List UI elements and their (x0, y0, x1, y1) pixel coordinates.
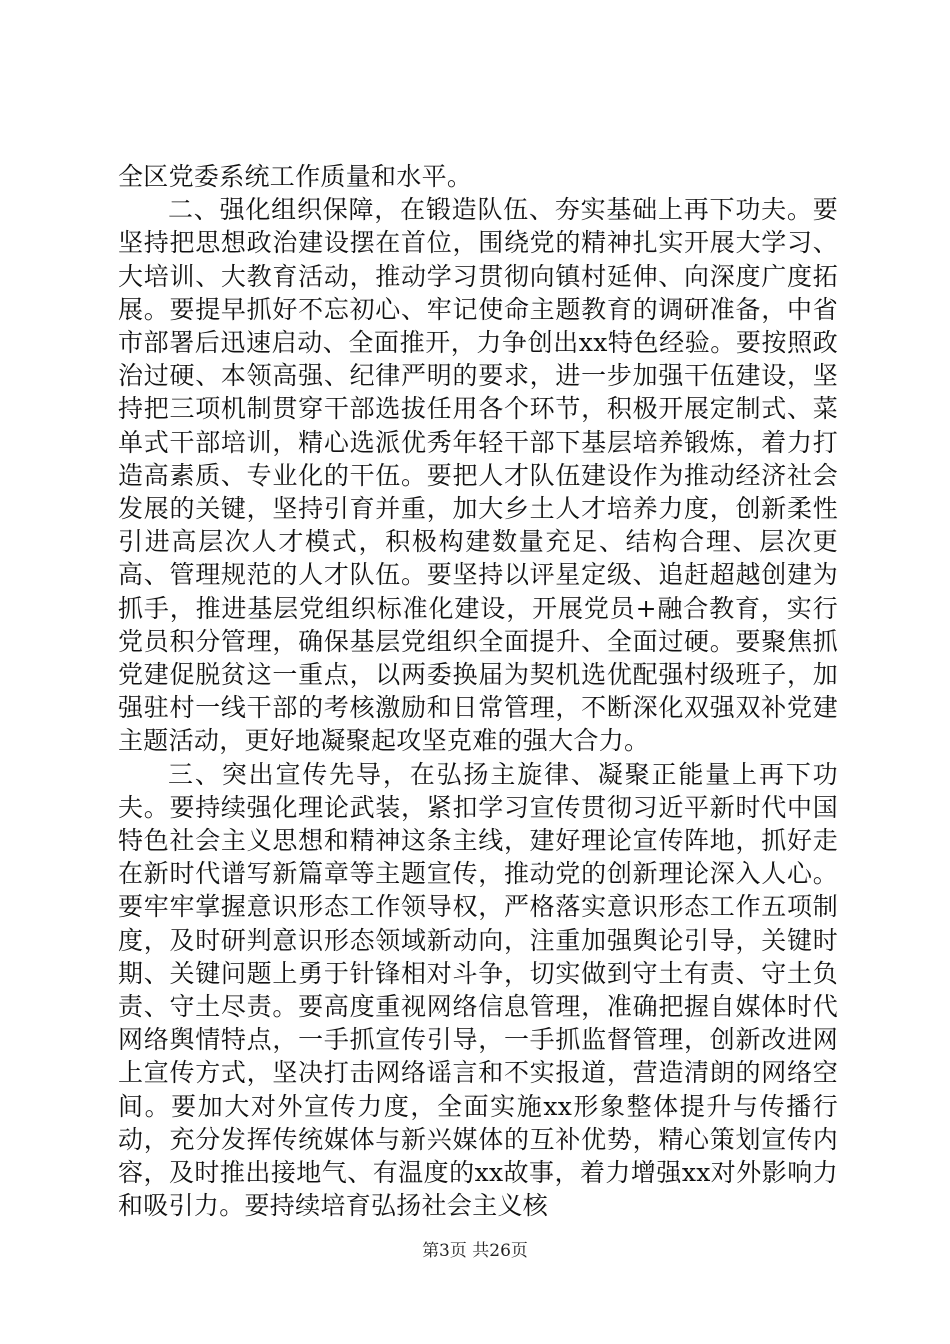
paragraph-section-three: 三、突出宣传先导，在弘扬主旋律、凝聚正能量上再下功夫。要持续强化理论武装，紧扣学习宣传贯彻习近平新时代中国特色社会主义思想和精神这条主线，建好理论宣传阵地，抓好走在新时代谱写新篇章等主题宣传，推动党的创新理论深入人心。要牢牢掌握意识形态工作领导权，严格落实意识形态工作五项制度，及时研判意识形态领域新动向，注重加强舆论引导，关键时期、关键问题上勇于针锋相对斗争，切实做到守土有责、守土负责、守土尽责。要高度重视网络信息管理，准确把握自媒体时代网络舆情特点，一手抓宣传引导，一手抓监督管理，创新改进网上宣传方式，坚决打击网络谣言和不实报道，营造清朗的网络空间。要加大对外宣传力度，全面实施xx形象整体提升与传播行动，充分发挥传统媒体与新兴媒体的互补优势，精心策划宣传内容，及时推出接地气、有温度的xx故事，着力增强xx对外影响力和吸引力。要持续培育弘扬社会主义核 (118, 759, 838, 1221)
document-body (118, 160, 838, 1223)
paragraph-continuation: 全区党委系统工作质量和水平。 (118, 162, 473, 191)
paragraph-section-two: 二、强化组织保障，在锻造队伍、夯实基础上再下功夫。要坚持把思想政治建设摆在首位，围绕党的精神扎实开展大学习、大培训、大教育活动，推动学习贯彻向镇村延伸、向深度广度拓展。要提早抓好不忘初心、牢记使命主题教育的调研准备，中省市部署后迅速启动、全面推开，力争创出xx特色经验。要按照政治过硬、本领高强、纪律严明的要求，进一步加强干伍建设，坚持把三项机制贯穿干部选拔任用各个环节，积极开展定制式、菜单式干部培训，精心选派优秀年轻干部下基层培养锻炼，着力打造高素质、专业化的干伍。要把人才队伍建设作为推动经济社会发展的关键，坚持引育并重，加大乡土人才培养力度，创新柔性引进高层次人才模式，积极构建数量充足、结构合理、层次更高、管理规范的人才队伍。要坚持以评星定级、追赶超越创建为抓手，推进基层党组织标准化建设，开展党员+融合教育，实行党员积分管理，确保基层党组织全面提升、全面过硬。要聚焦抓党建促脱贫这一重点，以两委换届为契机选优配强村级班子，加强驻村一线干部的考核激励和日常管理，不断深化双强双补党建主题活动，更好地凝聚起攻坚克难的强大合力。 (118, 195, 838, 756)
page-footer: 第3页 共26页 (422, 1241, 528, 1261)
